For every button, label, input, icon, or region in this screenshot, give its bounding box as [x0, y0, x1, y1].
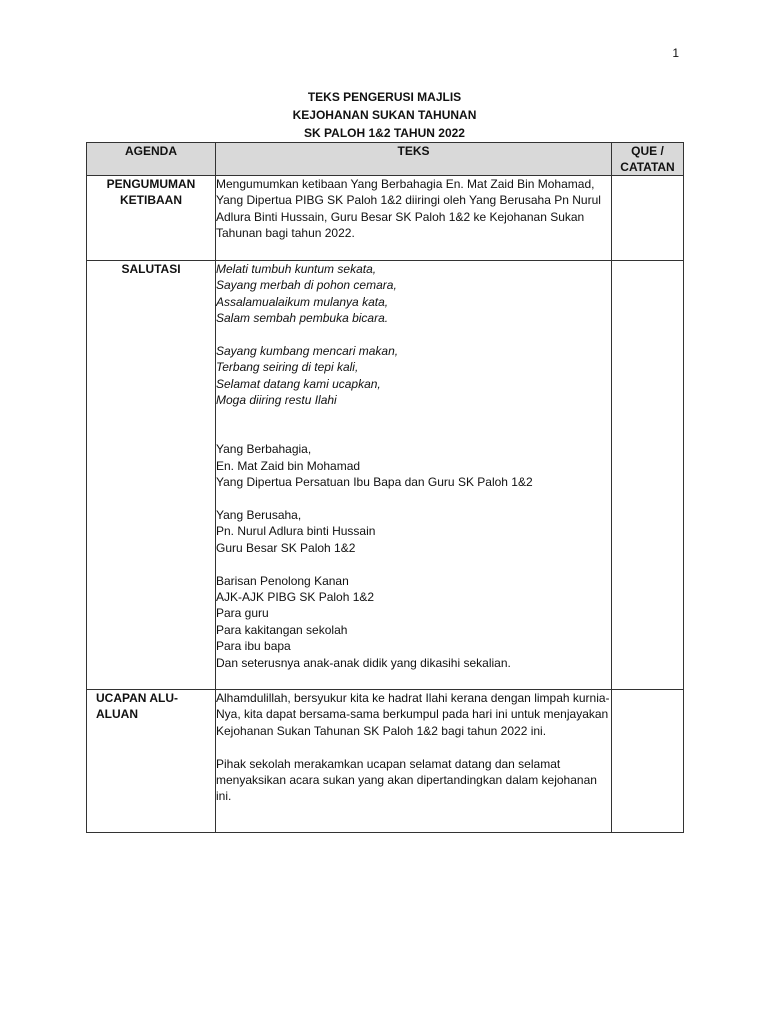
table-row	[87, 690, 684, 833]
agenda-label-line: PENGUMUMAN	[106, 177, 196, 191]
pantun-line: Sayang kumbang mencari makan,	[216, 344, 399, 359]
salutation-line: Guru Besar SK Paloh 1&2	[216, 540, 356, 555]
document-title	[86, 88, 683, 142]
pantun-line: Assalamualaikum mulanya kata,	[216, 294, 389, 309]
salutation-others	[216, 573, 611, 671]
teks-cell	[216, 261, 612, 690]
salutation-line: Yang Berusaha,	[216, 508, 302, 523]
pantun-2	[216, 343, 611, 409]
pantun-line: Terbang seiring di tepi kali,	[216, 360, 359, 375]
table-header-row	[87, 143, 684, 176]
que-cell	[612, 690, 684, 833]
salutation-line: Para kakitangan sekolah	[216, 622, 348, 637]
que-cell	[612, 261, 684, 690]
pantun-line: Moga diiring restu Ilahi	[216, 393, 337, 408]
salutation-line: Yang Dipertua Persatuan Ibu Bapa dan Guru SK Paloh 1&2	[216, 475, 533, 490]
salutation-line: En. Mat Zaid bin Mohamad	[216, 458, 361, 473]
header-agenda: AGENDA	[87, 143, 216, 176]
table-row	[87, 261, 684, 690]
agenda-label-line: UCAPAN ALU-	[96, 691, 178, 705]
salutation-line: Yang Berbahagia,	[216, 442, 312, 457]
agenda-label-line: ALUAN	[96, 707, 138, 722]
agenda-cell	[87, 690, 216, 833]
header-que-catatan	[612, 143, 684, 176]
pantun-line: Salam sembah pembuka bicara.	[216, 311, 389, 326]
header-teks: TEKS	[216, 143, 612, 176]
title-line-1: TEKS PENGERUSI MAJLIS	[307, 90, 462, 104]
teks-cell	[216, 176, 612, 261]
salutation-guru-besar	[216, 507, 611, 556]
welcome-paragraph-1: Alhamdulillah, bersyukur kita ke hadrat Ilahi kerana dengan limpah kurnia-Nya, kita dapat bersama-sama berkumpul pada hari ini untuk menjayakan Kejohanan Sukan Tahunan SK Paloh 1&2 bagi tahun 2022 ini.	[216, 691, 610, 738]
pantun-line: Sayang merbah di pohon cemara,	[216, 278, 397, 293]
salutation-line: Para guru	[216, 606, 269, 621]
announcement-text: Mengumumkan ketibaan Yang Berbahagia En. Mat Zaid Bin Mohamad, Yang Dipertua PIBG SK Paloh 1&2 diiringi oleh Yang Berusaha Pn Nurul Adlura Binti Hussain, Guru Besar SK Paloh 1&2 ke Kejohanan Sukan Tahunan bagi tahun 2022.	[216, 177, 601, 241]
salutation-line: Barisan Penolong Kanan	[216, 573, 349, 588]
salutation-line: Pn. Nurul Adlura binti Hussain	[216, 524, 376, 539]
agenda-table	[86, 142, 684, 833]
title-line-2: KEJOHANAN SUKAN TAHUNAN	[292, 108, 477, 122]
agenda-cell	[87, 261, 216, 690]
header-que: QUE /	[631, 144, 664, 158]
title-line-3: SK PALOH 1&2 TAHUN 2022	[304, 126, 465, 140]
agenda-label: SALUTASI	[121, 262, 181, 276]
teks-cell	[216, 690, 612, 833]
pantun-line: Selamat datang kami ucapkan,	[216, 376, 381, 391]
page-number: 1	[672, 46, 679, 60]
welcome-paragraph-2: Pihak sekolah merakamkan ucapan selamat datang dan selamat menyaksikan acara sukan yang akan dipertandingkan dalam kejohanan ini.	[216, 756, 597, 804]
table-row	[87, 176, 684, 261]
salutation-line: AJK-AJK PIBG SK Paloh 1&2	[216, 590, 375, 605]
que-cell	[612, 176, 684, 261]
pantun-1	[216, 261, 611, 327]
pantun-line: Melati tumbuh kuntum sekata,	[216, 262, 377, 276]
header-catatan: CATATAN	[620, 160, 675, 174]
agenda-label-line: KETIBAAN	[120, 193, 182, 208]
agenda-cell	[87, 176, 216, 261]
salutation-yang-dipertua	[216, 441, 611, 490]
salutation-line: Para ibu bapa	[216, 639, 291, 654]
salutation-line: Dan seterusnya anak-anak didik yang dikasihi sekalian.	[216, 655, 511, 670]
